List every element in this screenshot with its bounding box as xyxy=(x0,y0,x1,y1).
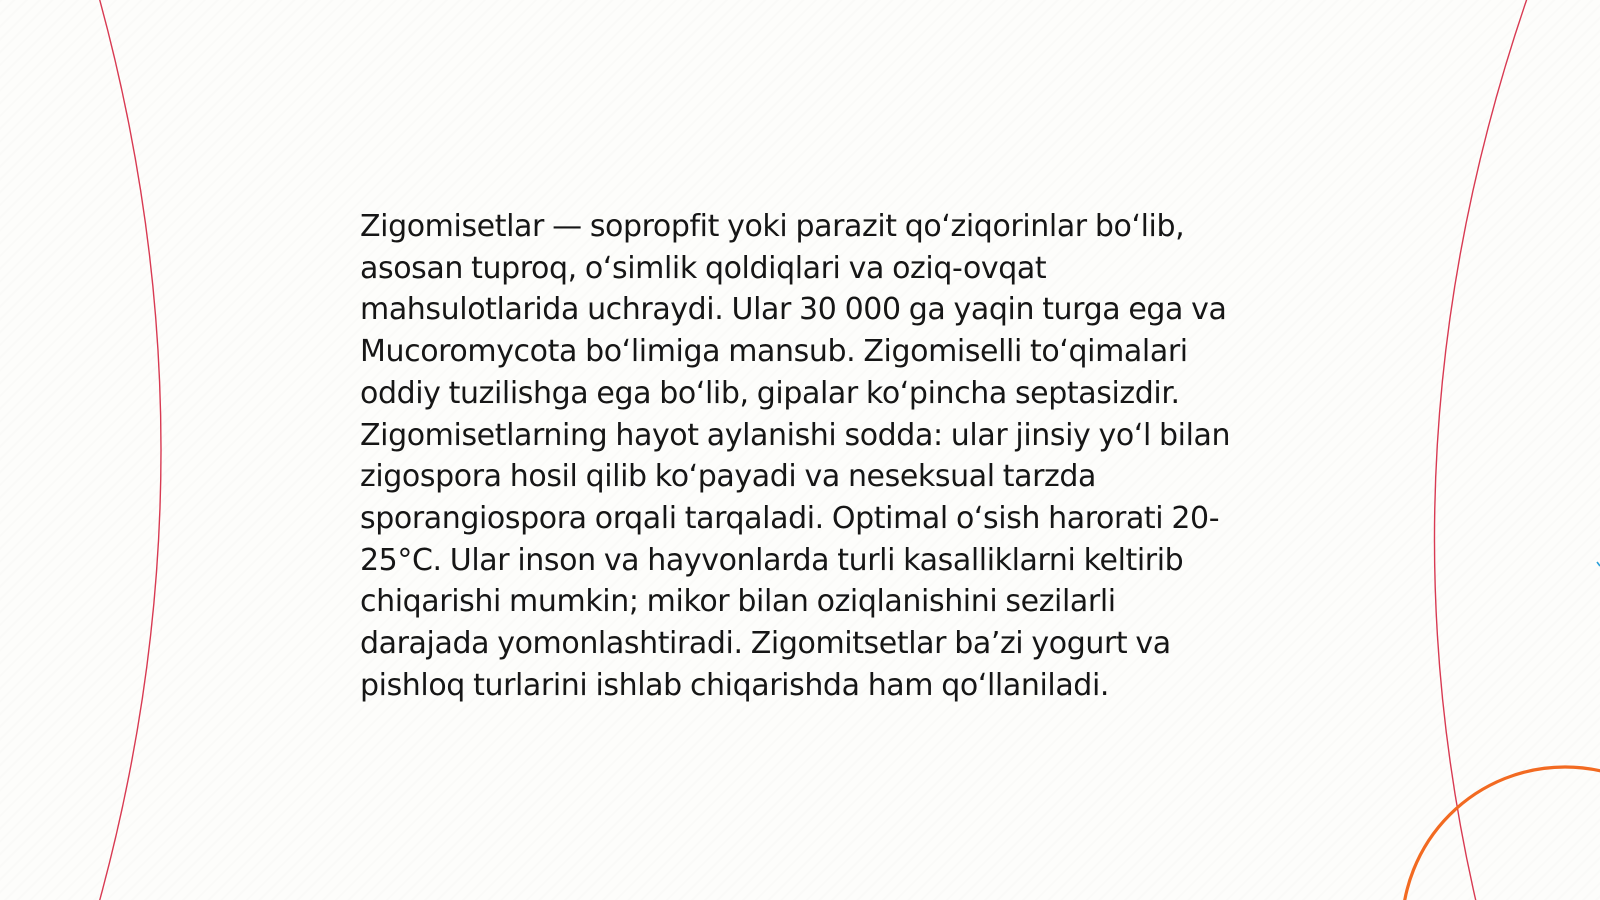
right-red-arc xyxy=(1434,0,1530,900)
left-red-arc xyxy=(97,0,161,900)
body-paragraph: Zigomisetlar — sopropfit yoki parazit qoʻziqorinlar boʻlib, asosan tuproq, oʻsimlik qoldiqlari va oziq-ovqat mahsulotlarida uchraydi. Ular 30 000 ga yaqin turga ega va Mucoromycota boʻlimiga mansub. Zigomiselli toʻqimalari oddiy tuzilishga ega boʻlib, gipalar koʻpincha septasizdir. Zigomisetlarning hayot aylanishi sodda: ular jinsiy yoʻl bilan zigospora hosil qilib koʻpayadi va neseksual tarzda sporangiospora orqali tarqaladi. Optimal oʻsish harorati 20-25°C. Ular inson va hayvonlarda turli kasalliklarni keltirib chiqarishi mumkin; mikor bilan oziqlanishini sezilarli darajada yomonlashtiradi. Zigomitsetlar baʼzi yogurt va pishloq turlarini ishlab chiqarishda ham qoʻllaniladi. xyxy=(360,209,1231,703)
orange-circle-arc xyxy=(1402,767,1600,900)
